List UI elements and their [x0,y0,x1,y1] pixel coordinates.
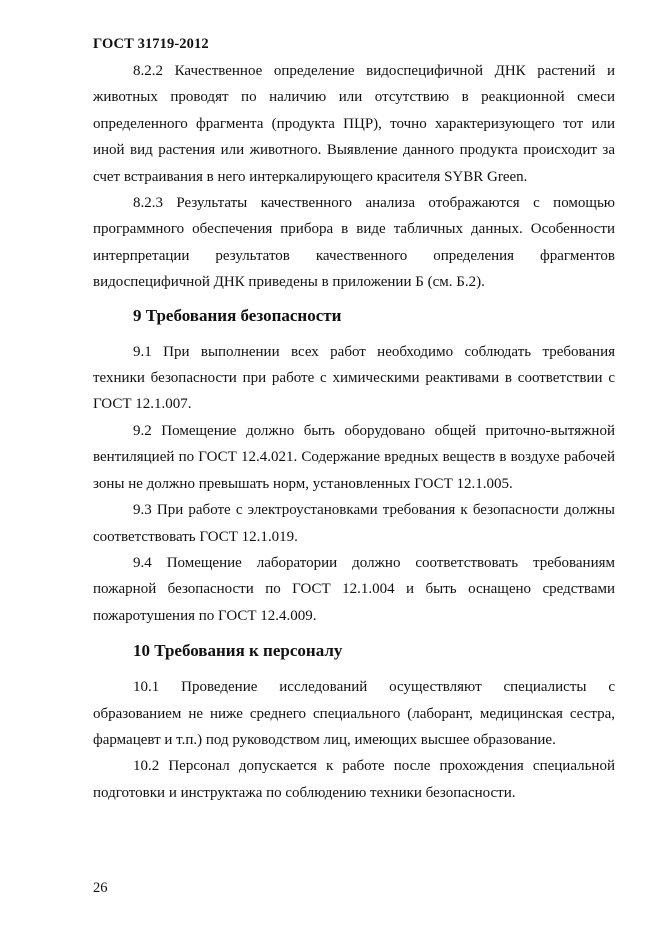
paragraph-9-2: 9.2 Помещение должно быть оборудовано общей приточно-вытяжной вентиляцией по ГОСТ 12.4.021. Содержание вредных веществ в воздухе рабочей зоны не должно превышать норм, установленных ГОСТ 12.1.005. [93,422,615,492]
page-number: 26 [93,880,108,896]
section-10-heading: 10 Требования к персоналу [133,641,343,661]
paragraph-8-2-2: 8.2.2 Качественное определение видоспецифичной ДНК растений и животных проводят по наличию или отсутствию в реакционной смеси определенного фрагмента (продукта ПЦР), точно характеризующего тот или иной вид растения или животного. Выявление данного продукта происходит за счет встраивания в него интеркалирующего красителя SYBR Green. [93,63,615,185]
paragraph-10-1: 10.1 Проведение исследований осуществляют специалисты с образованием не ниже среднего специального (лаборант, медицинская сестра, фармацевт и т.п.) под руководством лиц, имеющих высшее образование. [93,679,615,748]
paragraph-10-2: 10.2 Персонал допускается к работе после прохождения специальной подготовки и инструктажа по соблюдению техники безопасности. [93,758,615,801]
document-code-header: ГОСТ 31719-2012 [93,36,209,52]
paragraph-9-4: 9.4 Помещение лаборатории должно соответствовать требованиям пожарной безопасности по ГОСТ 12.1.004 и быть оснащено средствами пожаротушения по ГОСТ 12.4.009. [93,554,615,624]
paragraph-9-1: 9.1 При выполнении всех работ необходимо соблюдать требования техники безопасности при работе с химическими реактивами в соответствии с ГОСТ 12.1.007. [93,343,615,413]
page-body [93,58,615,806]
section-9-heading: 9 Требования безопасности [133,305,342,325]
paragraph-9-3: 9.3 При работе с электроустановками требования к безопасности должны соответствовать ГОСТ 12.1.019. [93,502,615,545]
paragraph-8-2-3: 8.2.3 Результаты качественного анализа отображаются с помощью программного обеспечения прибора в виде табличных данных. Особенности интерпретации результатов качественного определения фрагментов видоспецифичной ДНК приведены в приложении Б (см. Б.2). [93,195,615,291]
